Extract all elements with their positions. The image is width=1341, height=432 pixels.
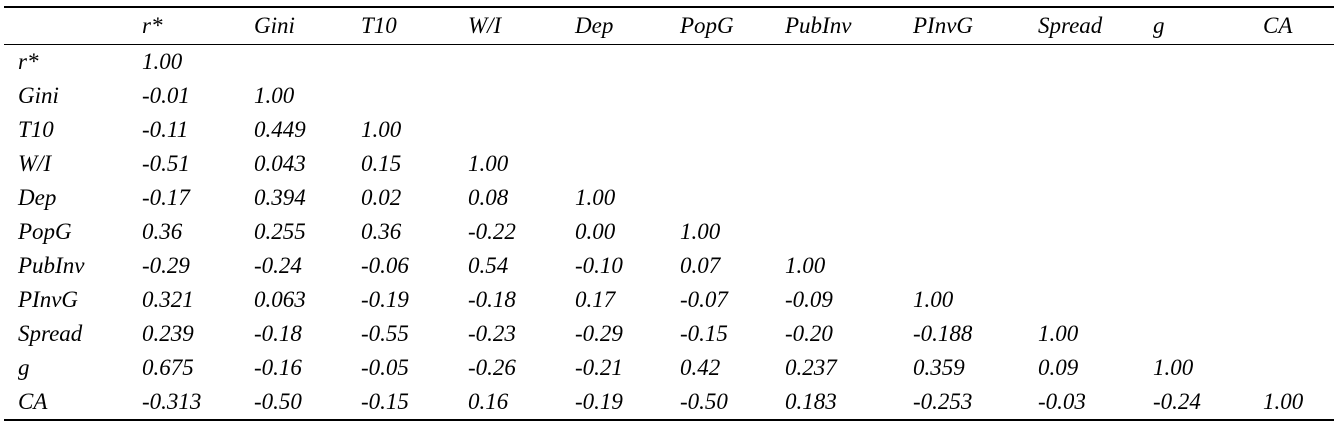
correlation-cell bbox=[771, 147, 899, 181]
correlation-cell bbox=[1249, 351, 1334, 385]
header-cell: W/I bbox=[468, 13, 502, 38]
header-cell: r* bbox=[142, 13, 163, 38]
header-cell: PopG bbox=[680, 13, 734, 38]
correlation-cell bbox=[1249, 113, 1334, 147]
correlation-cell: 0.36 bbox=[361, 219, 402, 244]
correlation-cell: -0.07 bbox=[680, 287, 728, 312]
row-label-cell: T10 bbox=[18, 117, 54, 142]
correlation-cell: 0.239 bbox=[142, 321, 194, 346]
correlation-cell: 0.16 bbox=[468, 389, 509, 414]
row-label-cell: PopG bbox=[18, 219, 72, 244]
header-cell: Spread bbox=[1038, 13, 1103, 38]
table-row bbox=[4, 113, 1334, 147]
correlation-cell bbox=[1139, 283, 1249, 317]
correlation-cell: -0.23 bbox=[468, 321, 516, 346]
correlation-cell: -0.06 bbox=[361, 253, 409, 278]
correlation-cell: -0.51 bbox=[142, 151, 190, 176]
correlation-cell: 1.00 bbox=[913, 287, 954, 312]
correlation-cell bbox=[666, 113, 771, 147]
correlation-cell: 0.09 bbox=[1038, 355, 1079, 380]
header-cell: PInvG bbox=[913, 13, 974, 38]
correlation-cell: 0.00 bbox=[575, 219, 616, 244]
correlation-cell: -0.18 bbox=[468, 287, 516, 312]
correlation-cell: 1.00 bbox=[1263, 389, 1304, 414]
correlation-cell bbox=[1139, 317, 1249, 351]
header-cell: PubInv bbox=[785, 13, 852, 38]
correlation-cell: -0.26 bbox=[468, 355, 516, 380]
table-body bbox=[4, 45, 1334, 421]
header-cell: T10 bbox=[361, 13, 397, 38]
table-row bbox=[4, 215, 1334, 249]
correlation-cell bbox=[1249, 317, 1334, 351]
correlation-cell bbox=[1249, 249, 1334, 283]
correlation-cell bbox=[1024, 181, 1139, 215]
correlation-cell bbox=[771, 181, 899, 215]
correlation-cell bbox=[771, 45, 899, 80]
correlation-cell: 0.043 bbox=[254, 151, 306, 176]
correlation-cell: -0.10 bbox=[575, 253, 623, 278]
correlation-cell: -0.15 bbox=[680, 321, 728, 346]
correlation-cell bbox=[1024, 147, 1139, 181]
correlation-cell: 1.00 bbox=[468, 151, 509, 176]
header-row bbox=[4, 7, 1334, 45]
correlation-cell: -0.01 bbox=[142, 83, 190, 108]
correlation-cell: 0.36 bbox=[142, 219, 183, 244]
correlation-table-container bbox=[4, 6, 1334, 421]
row-label-cell: r* bbox=[18, 49, 39, 74]
correlation-cell bbox=[1139, 249, 1249, 283]
correlation-cell bbox=[1139, 147, 1249, 181]
row-label-cell: Dep bbox=[18, 185, 57, 210]
correlation-cell: 1.00 bbox=[254, 83, 295, 108]
correlation-cell: -0.16 bbox=[254, 355, 302, 380]
correlation-cell: -0.24 bbox=[1153, 389, 1201, 414]
correlation-cell: 0.255 bbox=[254, 219, 306, 244]
correlation-cell bbox=[561, 45, 666, 80]
correlation-cell bbox=[899, 249, 1024, 283]
correlation-cell bbox=[1139, 181, 1249, 215]
table-row bbox=[4, 351, 1334, 385]
correlation-cell: -0.50 bbox=[680, 389, 728, 414]
table-row bbox=[4, 317, 1334, 351]
correlation-cell bbox=[1139, 79, 1249, 113]
correlation-cell: -0.09 bbox=[785, 287, 833, 312]
header-cell: Gini bbox=[254, 13, 295, 38]
row-label-cell: PInvG bbox=[18, 287, 79, 312]
correlation-cell: -0.17 bbox=[142, 185, 190, 210]
correlation-cell bbox=[454, 45, 561, 80]
correlation-cell: 1.00 bbox=[680, 219, 721, 244]
correlation-cell: 0.54 bbox=[468, 253, 509, 278]
correlation-cell bbox=[1024, 215, 1139, 249]
correlation-cell bbox=[666, 147, 771, 181]
correlation-cell: -0.15 bbox=[361, 389, 409, 414]
correlation-cell bbox=[1139, 215, 1249, 249]
correlation-cell: 1.00 bbox=[575, 185, 616, 210]
correlation-cell: 1.00 bbox=[785, 253, 826, 278]
correlation-cell bbox=[666, 45, 771, 80]
correlation-cell bbox=[899, 79, 1024, 113]
header-cell bbox=[4, 7, 128, 45]
correlation-cell: -0.22 bbox=[468, 219, 516, 244]
correlation-cell: 0.08 bbox=[468, 185, 509, 210]
row-label-cell: g bbox=[18, 355, 30, 380]
correlation-cell: -0.55 bbox=[361, 321, 409, 346]
table-row bbox=[4, 385, 1334, 420]
correlation-cell: 0.394 bbox=[254, 185, 306, 210]
row-label-cell: PubInv bbox=[18, 253, 85, 278]
correlation-cell: -0.50 bbox=[254, 389, 302, 414]
correlation-cell: 0.449 bbox=[254, 117, 306, 142]
correlation-cell bbox=[347, 45, 454, 80]
header-cell: Dep bbox=[575, 13, 614, 38]
correlation-cell bbox=[1249, 45, 1334, 80]
correlation-cell bbox=[1249, 181, 1334, 215]
header-cell: g bbox=[1153, 13, 1165, 38]
correlation-cell: 1.00 bbox=[1038, 321, 1079, 346]
correlation-cell: 0.321 bbox=[142, 287, 194, 312]
header-cell: CA bbox=[1263, 13, 1293, 38]
correlation-cell: -0.11 bbox=[142, 117, 189, 142]
correlation-cell bbox=[899, 45, 1024, 80]
correlation-cell bbox=[454, 79, 561, 113]
correlation-cell: -0.19 bbox=[361, 287, 409, 312]
correlation-cell bbox=[666, 181, 771, 215]
row-label-cell: Gini bbox=[18, 83, 59, 108]
correlation-cell bbox=[561, 147, 666, 181]
correlation-cell: 1.00 bbox=[1153, 355, 1194, 380]
table-row bbox=[4, 181, 1334, 215]
correlation-cell: -0.313 bbox=[142, 389, 202, 414]
correlation-cell bbox=[899, 181, 1024, 215]
table-row bbox=[4, 147, 1334, 181]
correlation-cell bbox=[771, 215, 899, 249]
correlation-cell bbox=[1249, 147, 1334, 181]
correlation-cell: 0.15 bbox=[361, 151, 402, 176]
correlation-cell: -0.21 bbox=[575, 355, 623, 380]
correlation-cell bbox=[1139, 113, 1249, 147]
correlation-cell bbox=[240, 45, 347, 80]
correlation-cell bbox=[899, 147, 1024, 181]
row-label-cell: CA bbox=[18, 389, 48, 414]
correlation-cell: 0.063 bbox=[254, 287, 306, 312]
correlation-cell: -0.29 bbox=[575, 321, 623, 346]
correlation-cell: 0.42 bbox=[680, 355, 721, 380]
correlation-cell: -0.188 bbox=[913, 321, 973, 346]
row-label-cell: W/I bbox=[18, 151, 52, 176]
correlation-cell bbox=[1024, 113, 1139, 147]
correlation-cell bbox=[666, 79, 771, 113]
correlation-cell bbox=[1249, 283, 1334, 317]
correlation-cell: -0.19 bbox=[575, 389, 623, 414]
correlation-cell: 0.675 bbox=[142, 355, 194, 380]
correlation-cell bbox=[899, 215, 1024, 249]
correlation-cell bbox=[1139, 45, 1249, 80]
correlation-cell bbox=[1024, 283, 1139, 317]
correlation-cell: 1.00 bbox=[361, 117, 402, 142]
correlation-cell bbox=[1024, 249, 1139, 283]
correlation-cell bbox=[561, 79, 666, 113]
correlation-cell bbox=[771, 113, 899, 147]
correlation-cell bbox=[1249, 215, 1334, 249]
correlation-cell bbox=[1249, 79, 1334, 113]
correlation-cell bbox=[1024, 45, 1139, 80]
correlation-cell: -0.253 bbox=[913, 389, 973, 414]
correlation-cell: -0.03 bbox=[1038, 389, 1086, 414]
correlation-cell: 0.17 bbox=[575, 287, 616, 312]
table-row bbox=[4, 249, 1334, 283]
correlation-cell: 0.02 bbox=[361, 185, 402, 210]
correlation-cell bbox=[561, 113, 666, 147]
correlation-cell bbox=[347, 79, 454, 113]
correlation-cell: 1.00 bbox=[142, 49, 183, 74]
correlation-cell bbox=[899, 113, 1024, 147]
table-row bbox=[4, 45, 1334, 80]
table-row bbox=[4, 283, 1334, 317]
row-label-cell: Spread bbox=[18, 321, 83, 346]
correlation-matrix-table bbox=[4, 6, 1334, 421]
correlation-cell: 0.237 bbox=[785, 355, 837, 380]
correlation-cell: 0.183 bbox=[785, 389, 837, 414]
correlation-cell: 0.359 bbox=[913, 355, 965, 380]
correlation-cell bbox=[1024, 79, 1139, 113]
table-row bbox=[4, 79, 1334, 113]
correlation-cell bbox=[771, 79, 899, 113]
correlation-cell: -0.24 bbox=[254, 253, 302, 278]
correlation-cell: 0.07 bbox=[680, 253, 721, 278]
correlation-cell: -0.05 bbox=[361, 355, 409, 380]
correlation-cell bbox=[454, 113, 561, 147]
correlation-cell: -0.18 bbox=[254, 321, 302, 346]
correlation-cell: -0.20 bbox=[785, 321, 833, 346]
correlation-cell: -0.29 bbox=[142, 253, 190, 278]
